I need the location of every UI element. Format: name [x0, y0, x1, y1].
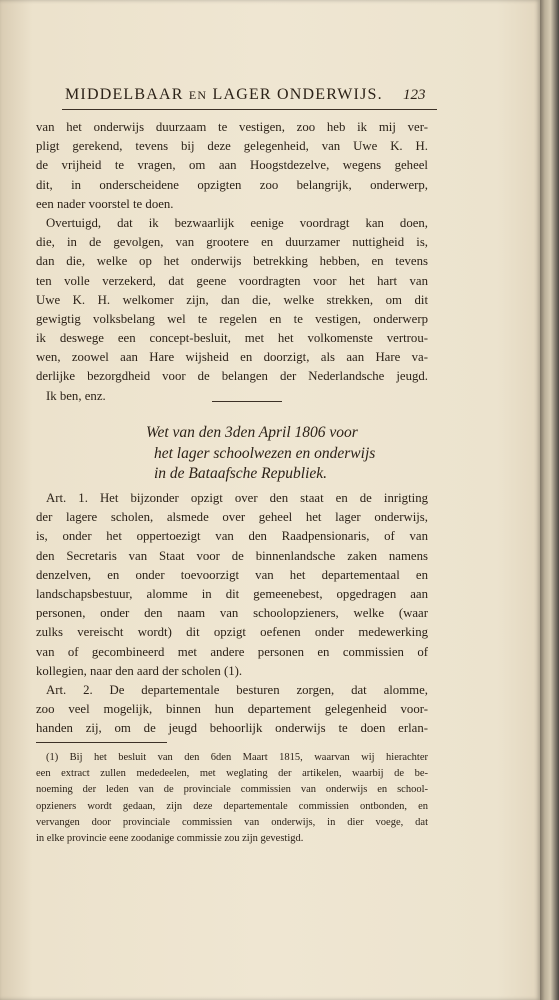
footnote — [36, 750, 428, 847]
article-line: handen zij, om de jeugd behoorlijk onderwijs te doen erlan- — [36, 721, 428, 736]
footnote-line: opzieners wordt gedaan, zijn deze departementale commissien ontbonden, en — [36, 800, 428, 812]
text-line: van het onderwijs duurzaam te vestigen, zoo heb ik mij ver- — [36, 120, 428, 134]
text-line: dan die, welke op het onderwijs betrekking hebben, en tevens — [36, 254, 428, 269]
article-line: der lagere scholen, alsmede over geheel het lager onderwijs, — [36, 510, 428, 525]
text-line: die, in de gevolgen, van grootere en duurzamer nuttigheid is, — [36, 235, 428, 250]
running-head-conjunction: EN — [188, 88, 208, 102]
article-line: landschapsbestuur, alomme in dit gemeenebest, opgedragen aan — [36, 586, 428, 601]
text-line: Overtuigd, dat ik bezwaarlijk eenige voordragt kan doen, — [46, 215, 428, 230]
law-articles — [36, 489, 428, 738]
text-line: de vrijheid te vragen, om aan Hoogstdezelve, wegens geheel — [36, 158, 428, 173]
article-line: Art. 1. Het bijzonder opzigt over den staat en de inrigting — [46, 491, 428, 505]
header-rule — [62, 109, 437, 110]
footnote-line: (1) Bij het besluit van den 6den Maart 1815, waarvan wij hierachter — [46, 752, 428, 763]
article-line: is, onder het oppertoezigt van den Raadpensionaris, of van — [36, 529, 428, 544]
article-line: den Secretaris van Staat voor de binnenlandsche zaken namens — [36, 548, 428, 563]
footnote-line: vervangen door provinciale commissien van onderwijs, in dier voege, dat — [36, 816, 428, 828]
text-line: derlijke bezorgdheid voor de belangen der Nederlandsche jeugd. — [36, 369, 428, 384]
footnote-line: in elke provincie eene zoodanige commissie zou zijn gevestigd. — [36, 832, 304, 844]
running-head — [65, 86, 453, 104]
footnote-line: een extract zullen mededeelen, met weglating der artikelen, waarbij de be- — [36, 768, 428, 780]
introductory-paragraphs — [36, 118, 428, 406]
law-title-line: het lager schoolwezen en onderwijs — [154, 444, 376, 462]
text-line: dit, in onderscheidene opzigten zoo belangrijk, onderwerp, — [36, 177, 428, 192]
text-line: wen, zoowel aan Hare wijsheid en doorzigt, als aan Hare va- — [36, 350, 428, 365]
text-line: ten volle verzekerd, dat geene voordragten voor het hart van — [36, 273, 428, 288]
article-line: zoo veel mogelijk, binnen hun departement gelegenheid voor- — [36, 702, 428, 717]
article-line: denzelven, en onder toevoorzigt van het departementaal en — [36, 567, 428, 582]
article-line: personen, onder den naam van schoolopzieners, welke (waar — [36, 606, 428, 621]
law-title-line: in de Bataafsche Republiek. — [154, 465, 328, 482]
footnote-rule — [36, 742, 167, 743]
footnote-line: noeming der leden van de provinciale commissien van onderwijs en school- — [36, 784, 428, 796]
page-number: 123 — [403, 87, 426, 103]
page-edge-shadow — [540, 0, 559, 1000]
text-line: gewigtig volksbelang wel te regelen en te vestigen, onderwerp — [36, 311, 428, 326]
article-line: kollegien, naar den aard der scholen (1). — [36, 663, 243, 678]
text-line: Uwe K. H. welkomer zijn, dan die, welke strekken, om dit — [36, 292, 428, 307]
text-line: een nader voorstel te doen. — [36, 196, 174, 211]
text-line: ik deswege een concept-besluit, met het volkomenste vertrou- — [36, 331, 428, 346]
closing-line: Ik ben, enz. — [46, 388, 106, 403]
running-head-part2: LAGER ONDERWIJS. — [207, 86, 383, 103]
section-divider — [212, 401, 282, 402]
article-line: zulks vereischt wordt) dit opzigt oefenen onder medewerking — [36, 625, 428, 640]
article-line: van of gecombineerd met andere personen en commissien of — [36, 644, 428, 659]
law-title — [146, 423, 431, 485]
running-head-part1: MIDDELBAAR — [65, 86, 189, 103]
text-line: pligt gerekend, tevens bij deze gelegenheid, van Uwe K. H. — [36, 139, 428, 154]
law-title-line: Wet van den 3den April 1806 voor — [146, 424, 358, 441]
article-line: Art. 2. De departementale besturen zorgen, dat alomme, — [46, 682, 428, 697]
